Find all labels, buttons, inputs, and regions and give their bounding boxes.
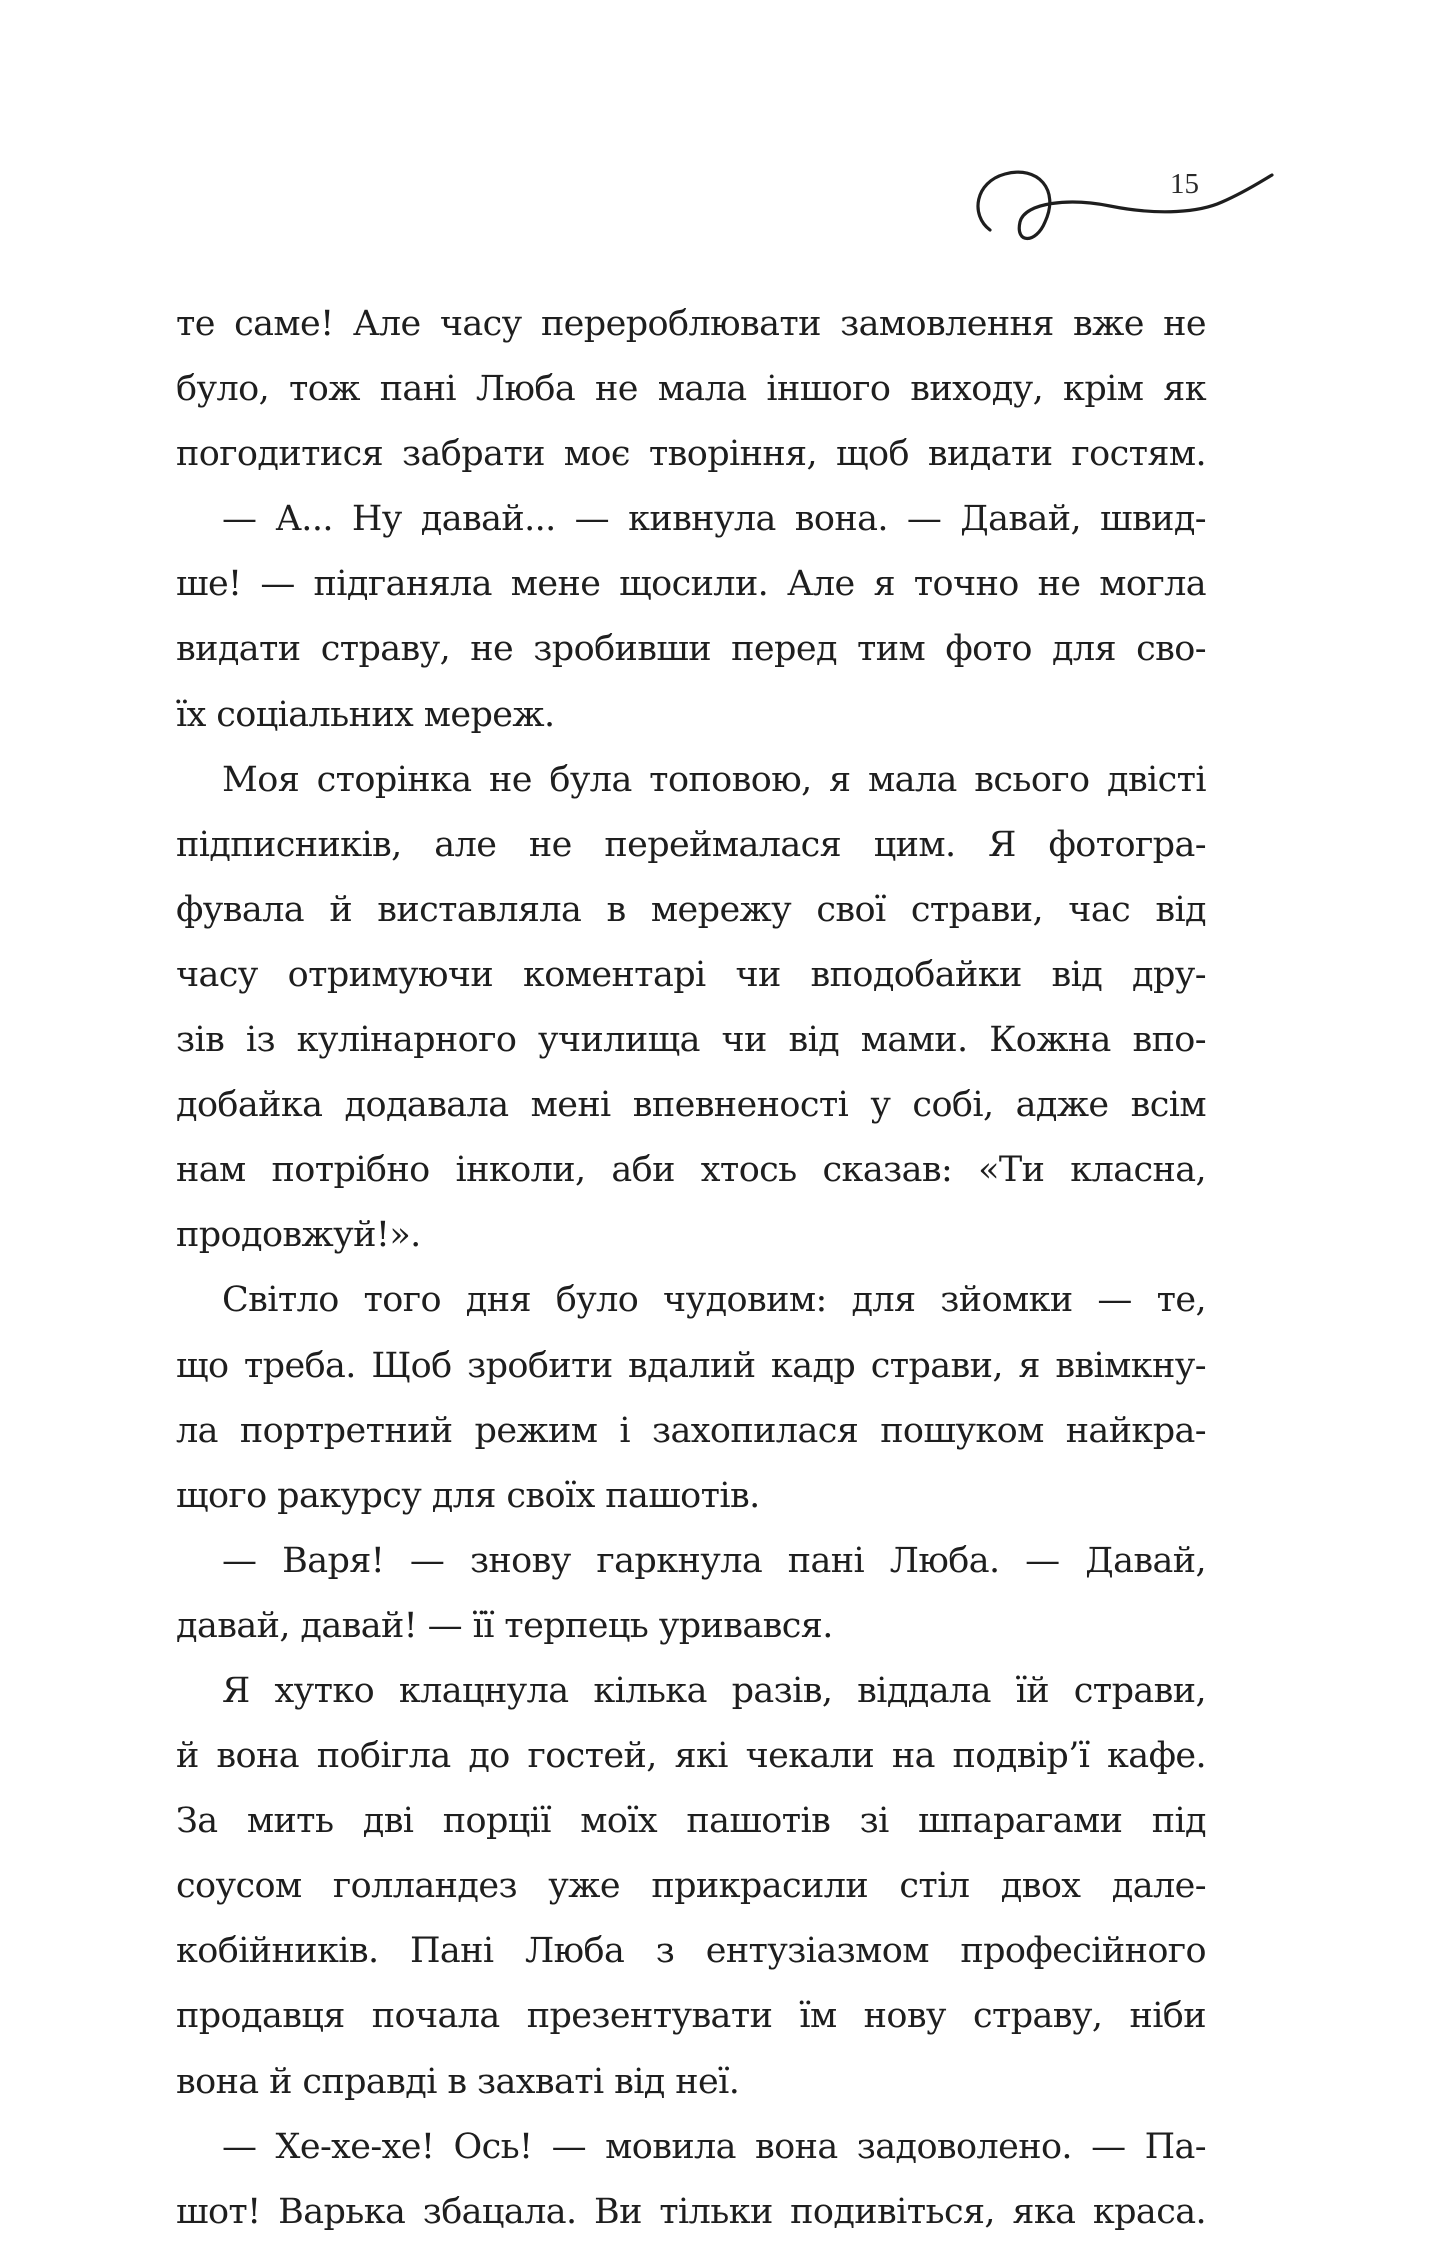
decorative-flourish-icon [960,160,1280,260]
text-line: — А... Ну давай... — кивнула вона. — Давай, швид- [222,499,1206,540]
text-line: вона й справді в захваті від неї. [176,2061,740,2102]
text-line: Світло того дня було чудовим: для зйомки — те, [222,1280,1206,1321]
text-line: ше! — підганяла мене щосили. Але я точно не могла [176,564,1206,605]
text-line: Я хутко клацнула кілька разів, віддала їй страви, [222,1670,1206,1711]
text-line: Моя сторінка не була топовою, я мала всього двісті [222,759,1206,800]
text-line: продовжуй!». [176,1215,421,1256]
page-header [0,0,1445,300]
text-line: добайка додавала мені впевненості у собі, адже всім [176,1085,1206,1126]
text-line: — Варя! — знову гаркнула пані Люба. — Давай, [222,1540,1206,1581]
body-text [176,292,1206,2245]
text-line: соусом голландез уже прикрасили стіл двох дале- [176,1866,1206,1907]
text-line: кобійників. Пані Люба з ентузіазмом професійного [176,1931,1206,1972]
text-line: що треба. Щоб зробити вдалий кадр страви, я ввімкну- [176,1345,1206,1386]
text-line: зів із кулінарного училища чи від мами. Кожна впо- [176,1020,1206,1061]
text-line: За мить дві порції моїх пашотів зі шпарагами під [176,1801,1206,1842]
text-line: ла портретний режим і захопилася пошуком найкра- [176,1410,1206,1451]
text-line: те саме! Але часу перероблювати замовлення вже не [176,304,1206,344]
text-line: часу отримуючи коментарі чи вподобайки від дру- [176,954,1206,995]
text-line: було, тож пані Люба не мала іншого виходу, крім як [176,369,1206,410]
text-line: фувала й виставляла в мережу свої страви, час від [176,889,1206,930]
text-line: нам потрібно інколи, аби хтось сказав: «Ти класна, [176,1150,1206,1191]
text-line: продавця почала презентувати їм нову страву, ніби [176,1996,1206,2037]
text-line: їх соціальних мереж. [176,694,555,735]
text-line: видати страву, не зробивши перед тим фото для сво- [176,629,1206,670]
text-line: давай, давай! — її терпець уривався. [176,1605,833,1646]
page-number: 15 [1170,168,1199,200]
text-line: погодитися забрати моє творіння, щоб видати гостям. [176,434,1206,475]
text-line: шот! Варька збацала. Ви тільки подивіться, яка краса. [176,2191,1206,2232]
text-line: й вона побігла до гостей, які чекали на подвір’ї кафе. [176,1736,1206,1777]
text-line: щого ракурсу для своїх пашотів. [176,1475,760,1516]
text-line: — Хе-хе-хе! Ось! — мовила вона задоволено. — Па- [222,2126,1206,2167]
text-line: підписників, але не переймалася цим. Я фотогра- [176,824,1206,865]
